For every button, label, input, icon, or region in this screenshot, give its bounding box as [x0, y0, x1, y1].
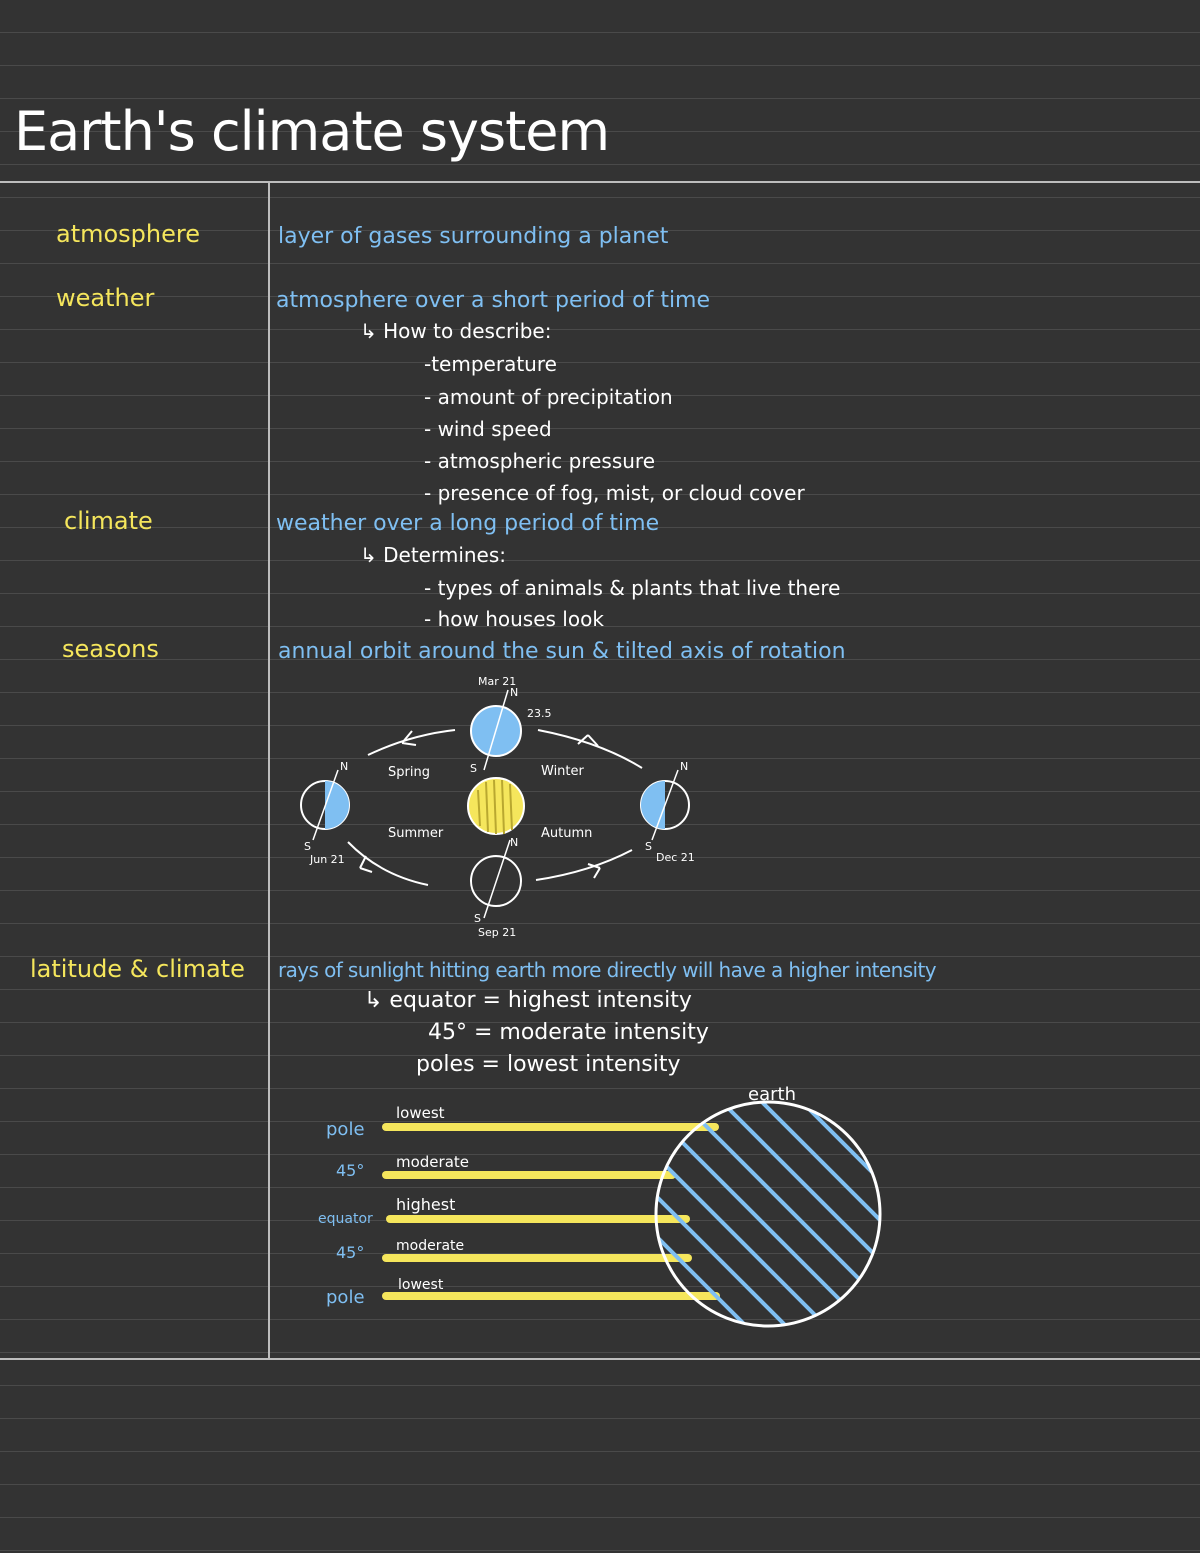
climate-item: - how houses look [424, 607, 604, 631]
date-right: Dec 21 [656, 851, 695, 864]
page-title: Earth's climate system [14, 100, 610, 163]
season-spring: Spring [388, 765, 430, 780]
tilt-label: 23.5 [527, 707, 552, 720]
definition-latitude-climate: rays of sunlight hitting earth more directly will have a higher intensity [278, 958, 936, 982]
weather-item: -temperature [424, 352, 557, 376]
term-seasons: seasons [62, 635, 159, 663]
latitude-note: ↳ equator = highest intensity [364, 988, 692, 1013]
pole-n-right: N [680, 760, 689, 773]
definition-seasons: annual orbit around the sun & tilted axis of rotation [278, 639, 846, 664]
definition-atmosphere: layer of gases surrounding a planet [278, 224, 669, 249]
ray-intensity-label: lowest [396, 1104, 445, 1122]
ray-intensity-label: lowest [398, 1277, 444, 1293]
pole-s-bottom: S [474, 912, 481, 925]
climate-sub-heading: ↳ Determines: [360, 543, 507, 567]
latitude-note: poles = lowest intensity [416, 1052, 681, 1077]
weather-sub-heading: ↳ How to describe: [360, 319, 552, 343]
pole-s-top: S [470, 762, 477, 775]
ray-intensity-label: moderate [396, 1153, 470, 1171]
pole-s-right: S [645, 840, 652, 853]
ray-intensity-label: moderate [396, 1238, 465, 1254]
weather-item: - presence of fog, mist, or cloud cover [424, 481, 805, 505]
weather-item: - wind speed [424, 417, 552, 441]
earth-icon [656, 1102, 880, 1326]
earth-label: earth [748, 1084, 796, 1105]
season-summer: Summer [388, 826, 444, 841]
earth-hatch [480, 920, 980, 1420]
ray-side-label: pole [326, 1119, 365, 1140]
term-latitude-climate: latitude & climate [30, 955, 245, 983]
pole-n-left: N [340, 760, 349, 773]
season-autumn: Autumn [541, 826, 593, 841]
ray-side-label: 45° [336, 1243, 365, 1262]
ray-side-label: pole [326, 1287, 365, 1308]
weather-item: - atmospheric pressure [424, 449, 656, 473]
date-top: Mar 21 [478, 675, 517, 688]
term-weather: weather [56, 284, 155, 312]
date-left: Jun 21 [310, 853, 345, 866]
pole-n-top: N [510, 686, 519, 699]
climate-item: - types of animals & plants that live there [424, 576, 841, 600]
ray-side-label: equator [318, 1211, 373, 1227]
pole-s-left: S [304, 840, 311, 853]
latitude-note: 45° = moderate intensity [428, 1020, 709, 1045]
definition-climate: weather over a long period of time [276, 511, 660, 536]
ray-intensity-label: highest [396, 1195, 456, 1214]
ray-side-label: 45° [336, 1161, 365, 1180]
date-bottom: Sep 21 [478, 926, 517, 939]
term-climate: climate [64, 507, 153, 535]
pole-n-bottom: N [510, 836, 519, 849]
weather-item: - amount of precipitation [424, 385, 673, 409]
term-atmosphere: atmosphere [56, 220, 200, 248]
season-winter: Winter [541, 764, 584, 779]
definition-weather: atmosphere over a short period of time [276, 288, 711, 313]
